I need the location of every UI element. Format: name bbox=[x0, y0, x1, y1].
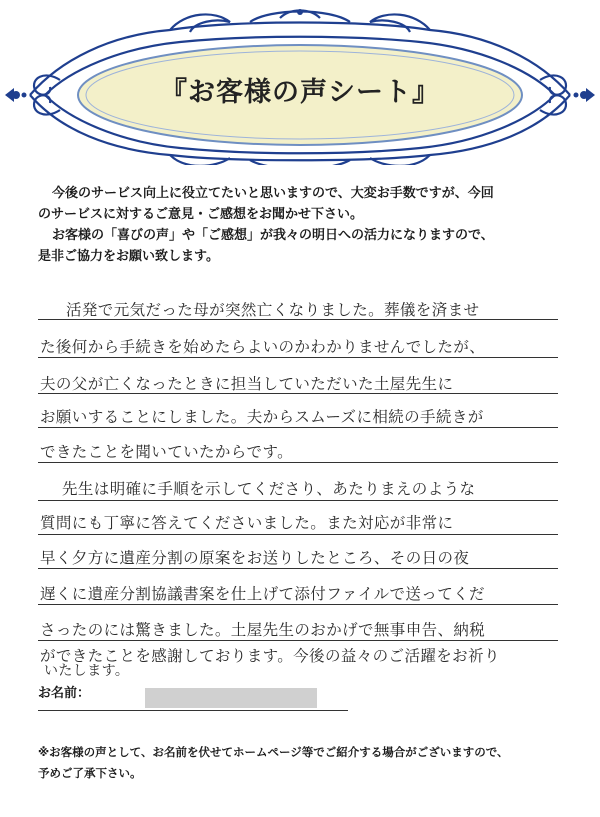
handwritten-line: ができたことを感謝しております。今後の益々のご活躍をお祈り bbox=[40, 647, 500, 665]
handwritten-line: 質問にも丁寧に答えてくださいました。また対応が非常に bbox=[40, 514, 454, 532]
intro-line: 是非ご協力をお願い致します。 bbox=[38, 249, 219, 264]
handwritten-line: 先生は明確に手順を示してくださり、あたりまえのような bbox=[62, 480, 476, 498]
handwritten-line: 夫の父が亡くなったときに担当していただいた土屋先生に bbox=[40, 375, 454, 393]
intro-text bbox=[38, 183, 578, 267]
ruled-line bbox=[38, 568, 558, 569]
handwritten-line: た後何から手続きを始めたらよいのかわかりませんでしたが、 bbox=[40, 338, 486, 356]
disclaimer-note bbox=[38, 742, 578, 784]
handwritten-line: お願いすることにしました。夫からスムーズに相続の手続きが bbox=[40, 408, 484, 426]
note-line: 予めご了承下さい。 bbox=[38, 766, 142, 780]
intro-line: のサービスに対するご意見・ご感想をお聞かせ下さい。 bbox=[38, 207, 364, 222]
note-line: ※お客様の声として、お名前を伏せてホームページ等でご紹介する場合がございますので、 bbox=[38, 745, 509, 759]
handwritten-line: さったのには驚きました。土屋先生のおかげで無事申告、納税 bbox=[40, 621, 486, 639]
handwritten-line: できたことを聞いていたからです。 bbox=[40, 443, 294, 461]
handwritten-line: 早く夕方に遺産分割の原案をお送りしたところ、その日の夜 bbox=[40, 549, 470, 567]
name-underline bbox=[38, 710, 348, 711]
ruled-line bbox=[38, 462, 558, 463]
ruled-line bbox=[38, 604, 558, 605]
title-banner bbox=[0, 0, 600, 165]
ruled-line bbox=[38, 357, 558, 358]
page-title: 『お客様の声シート』 bbox=[160, 77, 440, 108]
handwritten-line: 遅くに遺産分割協議書案を仕上げて添付ファイルで送ってくだ bbox=[40, 585, 485, 603]
name-label: お名前： bbox=[38, 686, 91, 701]
name-redacted bbox=[145, 688, 317, 708]
handwritten-line: いたします。 bbox=[44, 663, 130, 679]
ruled-line bbox=[38, 427, 558, 428]
handwritten-line: 活発で元気だった母が突然亡くなりました。葬儀を済ませ bbox=[66, 301, 480, 319]
intro-line: お客様の「喜びの声」や「ご感想」が我々の明日への活力になりますので、 bbox=[52, 228, 494, 243]
ruled-line bbox=[38, 500, 558, 501]
ruled-line bbox=[38, 534, 558, 535]
intro-line: 今後のサービス向上に役立てたいと思いますので、大変お手数ですが、今回 bbox=[52, 186, 494, 201]
ruled-line bbox=[38, 640, 558, 641]
